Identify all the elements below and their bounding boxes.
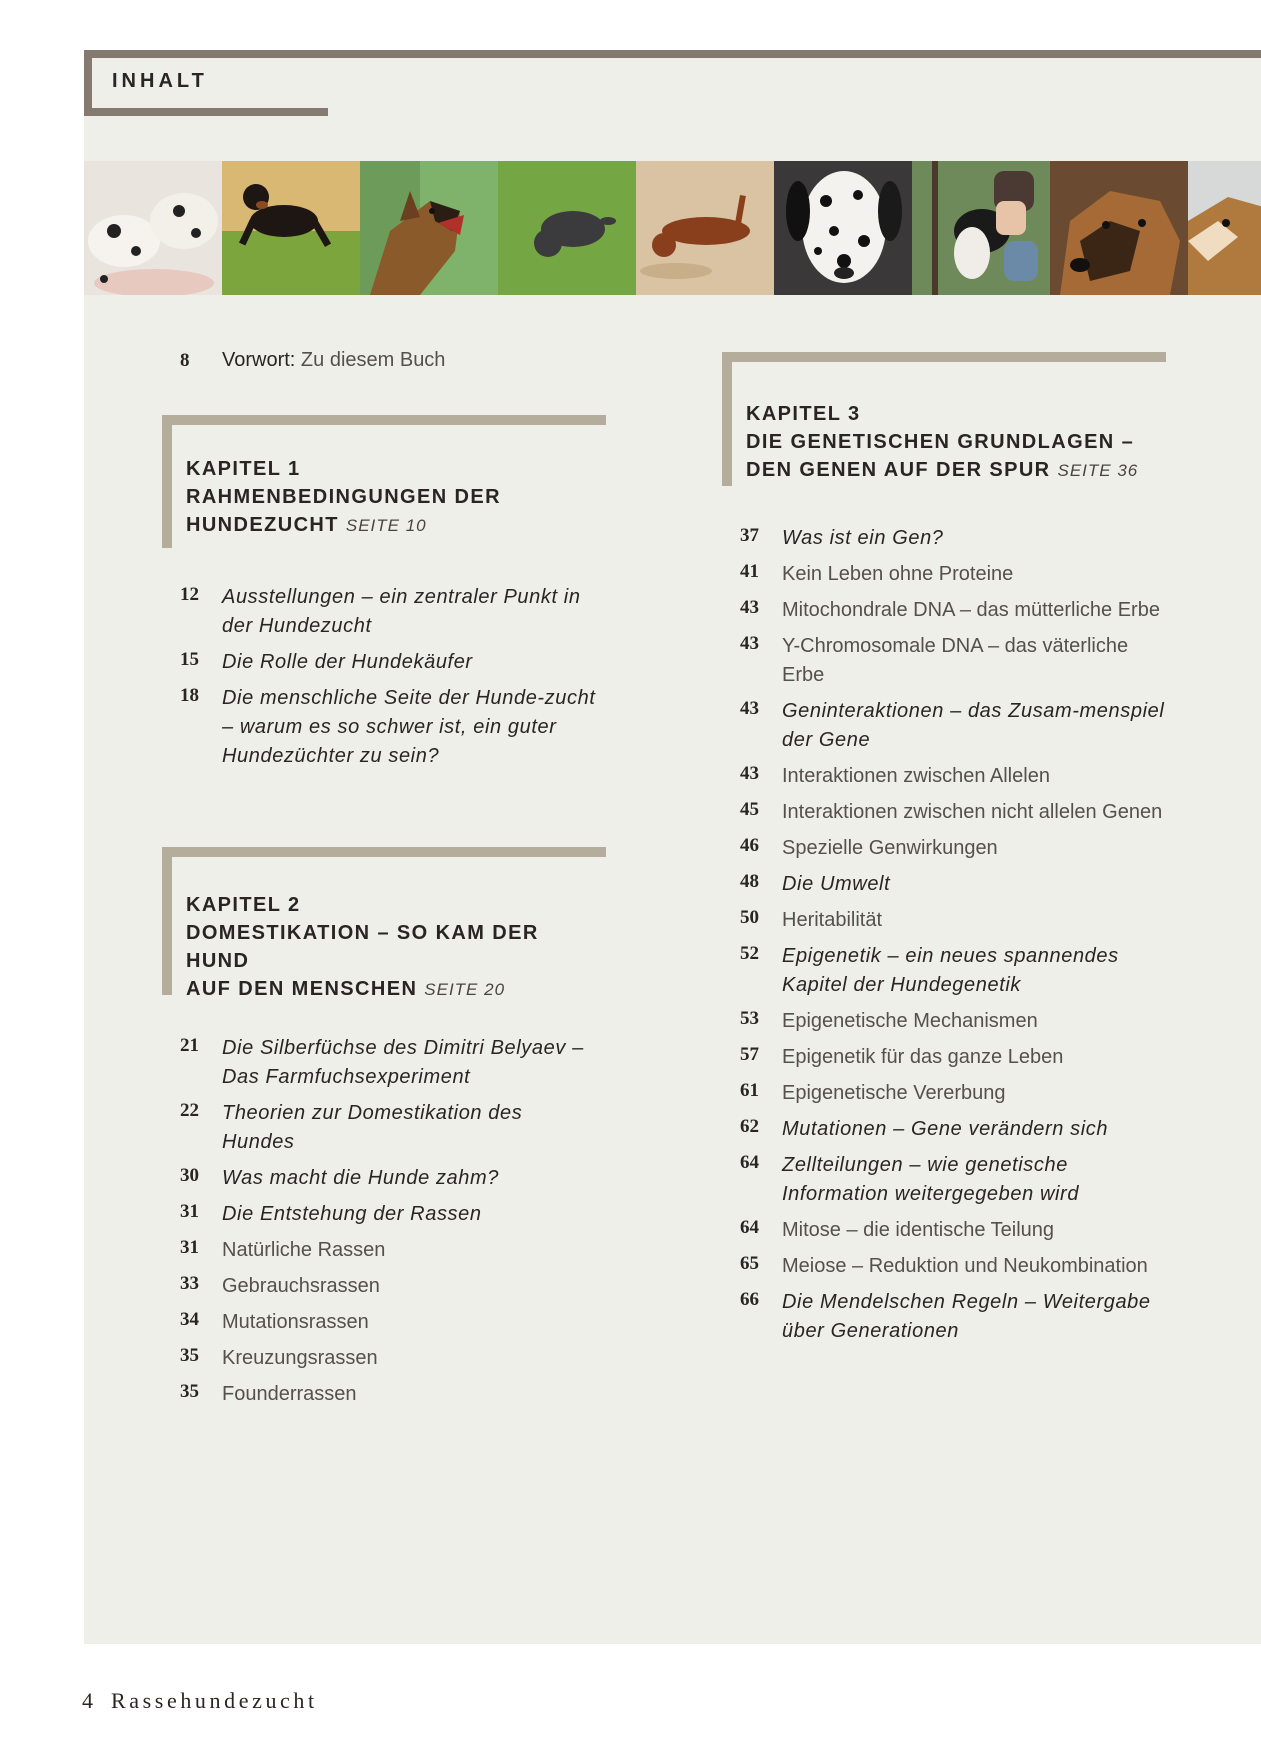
toc-entry[interactable] [180,583,600,641]
entry-page-number: 12 [180,584,199,605]
entry-page-number: 64 [740,1152,759,1173]
vorwort-text: Zu diesem Buch [300,349,446,371]
entry-page-number: 21 [180,1035,199,1056]
entry-title: Kreuzungsrassen [222,1347,378,1369]
toc-entry[interactable] [180,1308,600,1337]
toc-entry[interactable] [180,1164,600,1193]
chapter-title-line: HUNDEZUCHT [186,514,339,536]
entry-title: Mitochondrale DNA – das mütterliche Erbe [782,599,1160,621]
entry-title: Epigenetische Vererbung [782,1082,1006,1104]
entry-page-number: 45 [740,799,759,820]
photo-strip [84,161,1261,295]
chapter-title-line: RAHMENBEDINGUNGEN DER [186,486,501,508]
entry-page-number: 62 [740,1116,759,1137]
entry-page-number: 35 [180,1345,199,1366]
toc-entry[interactable] [180,1236,600,1265]
entry-title: Geninteraktionen – das Zusam-menspiel der Gene [782,700,1165,751]
entry-title: Heritabilität [782,909,883,931]
dog-profile-photo [1188,161,1261,295]
entry-title: Die Rolle der Hundekäufer [222,651,473,673]
chapter-1-heading[interactable] [162,415,606,548]
entry-title: Mitose – die identische Teilung [782,1219,1055,1241]
toc-entry[interactable] [740,1288,1170,1346]
entry-title: Meiose – Reduktion und Neukombination [782,1255,1148,1277]
entry-title: Die Entstehung der Rassen [222,1203,482,1225]
chapter-title-line: DOMESTIKATION – SO KAM DER HUND [186,922,539,972]
page-footer [82,1688,318,1714]
entry-page-number: 61 [740,1080,759,1101]
shepherd-face-photo [1050,161,1188,295]
toc-entry[interactable] [180,1034,600,1092]
toc-entry[interactable] [180,1099,600,1157]
rottweiler-jumping-photo [222,161,360,295]
entry-page-number: 50 [740,907,759,928]
entry-page-number: 57 [740,1044,759,1065]
entry-page-number: 18 [180,685,199,706]
entry-page-number: 35 [180,1381,199,1402]
entry-page-number: 43 [740,763,759,784]
entry-title: Was ist ein Gen? [782,527,944,549]
entry-title: Natürliche Rassen [222,1239,386,1261]
dalmatian-portrait-photo [774,161,912,295]
chapter-3-heading[interactable] [722,352,1166,486]
entry-page-number: 64 [740,1217,759,1238]
entry-page-number: 15 [180,649,199,670]
chapter-number: KAPITEL 1 [186,458,301,480]
entry-page-number: 43 [740,597,759,618]
chapter-1-entries [180,583,600,778]
toc-entry[interactable] [740,870,1170,899]
entry-page-number: 53 [740,1008,759,1029]
vorwort-entry[interactable] [180,349,445,372]
dachshund-digging-photo [636,161,774,295]
entry-title: Founderrassen [222,1383,357,1405]
chapter-number: KAPITEL 2 [186,894,301,916]
toc-entry[interactable] [740,1007,1170,1036]
dog-teeth-check-photo [912,161,1050,295]
dalmatian-puppies-photo [84,161,222,295]
toc-entry[interactable] [740,942,1170,1000]
vorwort-label: Vorwort: [222,349,296,371]
section-title: INHALT [112,70,208,92]
entry-title: Die Umwelt [782,873,891,895]
entry-page-number: 52 [740,943,759,964]
toc-entry[interactable] [180,1272,600,1301]
entry-page-number: 33 [180,1273,199,1294]
toc-entry[interactable] [740,834,1170,863]
toc-entry[interactable] [740,697,1170,755]
entry-page-number: 66 [740,1289,759,1310]
toc-entry[interactable] [740,798,1170,827]
entry-title: Die Silberfüchse des Dimitri Belyaev – Das Farmfuchsexperiment [222,1037,584,1088]
entry-page-number: 46 [740,835,759,856]
chapter-3-entries [740,524,1170,1353]
entry-page-number: 8 [180,350,190,371]
chapter-2-entries [180,1034,600,1416]
entry-title: Interaktionen zwischen Allelen [782,765,1050,787]
toc-entry[interactable] [180,1200,600,1229]
entry-title: Zellteilungen – wie genetische Information weitergegeben wird [782,1154,1080,1205]
entry-title: Ausstellungen – ein zentraler Punkt in der Hundezucht [222,586,581,637]
toc-entry[interactable] [180,1344,600,1373]
entry-page-number: 65 [740,1253,759,1274]
entry-title: Was macht die Hunde zahm? [222,1167,499,1189]
chapter-title-line: DIE GENETISCHEN GRUNDLAGEN – [746,431,1135,453]
chapter-title-line: AUF DEN MENSCHEN [186,978,418,1000]
entry-title: Die Mendelschen Regeln – Weitergabe über Generationen [782,1291,1151,1342]
entry-title: Epigenetik – ein neues spannendes Kapitel der Hundegenetik [782,945,1119,996]
entry-title: Die menschliche Seite der Hunde-zucht – warum es so schwer ist, ein guter Hundezüchter zu sein? [222,687,596,767]
entry-title: Kein Leben ohne Proteine [782,563,1014,585]
toc-entry[interactable] [740,1115,1170,1144]
toc-entry[interactable] [740,1043,1170,1072]
toc-entry[interactable] [740,762,1170,791]
chapter-start-page: SEITE 36 [1057,461,1139,480]
entry-page-number: 22 [180,1100,199,1121]
toc-entry[interactable] [740,1252,1170,1281]
chapter-number: KAPITEL 3 [746,403,861,425]
entry-page-number: 34 [180,1309,199,1330]
toc-entry[interactable] [740,524,1170,553]
entry-page-number: 31 [180,1237,199,1258]
entry-title: Epigenetik für das ganze Leben [782,1046,1064,1068]
toc-entry[interactable] [180,684,600,771]
toc-entry[interactable] [180,1380,600,1409]
entry-title: Spezielle Genwirkungen [782,837,998,859]
book-title: Rassehundezucht [111,1688,318,1713]
toc-entry[interactable] [740,906,1170,935]
puppy-in-grass-photo [498,161,636,295]
toc-entry[interactable] [740,1151,1170,1209]
toc-entry[interactable] [180,648,600,677]
entry-page-number: 41 [740,561,759,582]
entry-title: Mutationsrassen [222,1311,369,1333]
entry-title: Interaktionen zwischen nicht allelen Genen [782,801,1163,823]
entry-title: Gebrauchsrassen [222,1275,380,1297]
chapter-2-heading[interactable] [162,847,606,1000]
page-number: 4 [82,1688,93,1713]
entry-title: Y-Chromosomale DNA – das väterliche Erbe [782,635,1129,686]
entry-title: Epigenetische Mechanismen [782,1010,1038,1032]
toc-entry[interactable] [740,1216,1170,1245]
entry-page-number: 37 [740,525,759,546]
entry-page-number: 30 [180,1165,199,1186]
entry-title: Mutationen – Gene verändern sich [782,1118,1109,1140]
chapter-start-page: SEITE 20 [424,980,506,999]
entry-page-number: 31 [180,1201,199,1222]
entry-page-number: 43 [740,698,759,719]
entry-title: Theorien zur Domestikation des Hundes [222,1102,523,1153]
entry-page-number: 48 [740,871,759,892]
chapter-title-line: DEN GENEN AUF DER SPUR [746,459,1051,481]
barking-shepherd-photo [360,161,498,295]
chapter-start-page: SEITE 10 [345,516,427,535]
toc-entry[interactable] [740,560,1170,589]
toc-entry[interactable] [740,1079,1170,1108]
entry-page-number: 43 [740,633,759,654]
toc-entry[interactable] [740,596,1170,625]
toc-entry[interactable] [740,632,1170,690]
